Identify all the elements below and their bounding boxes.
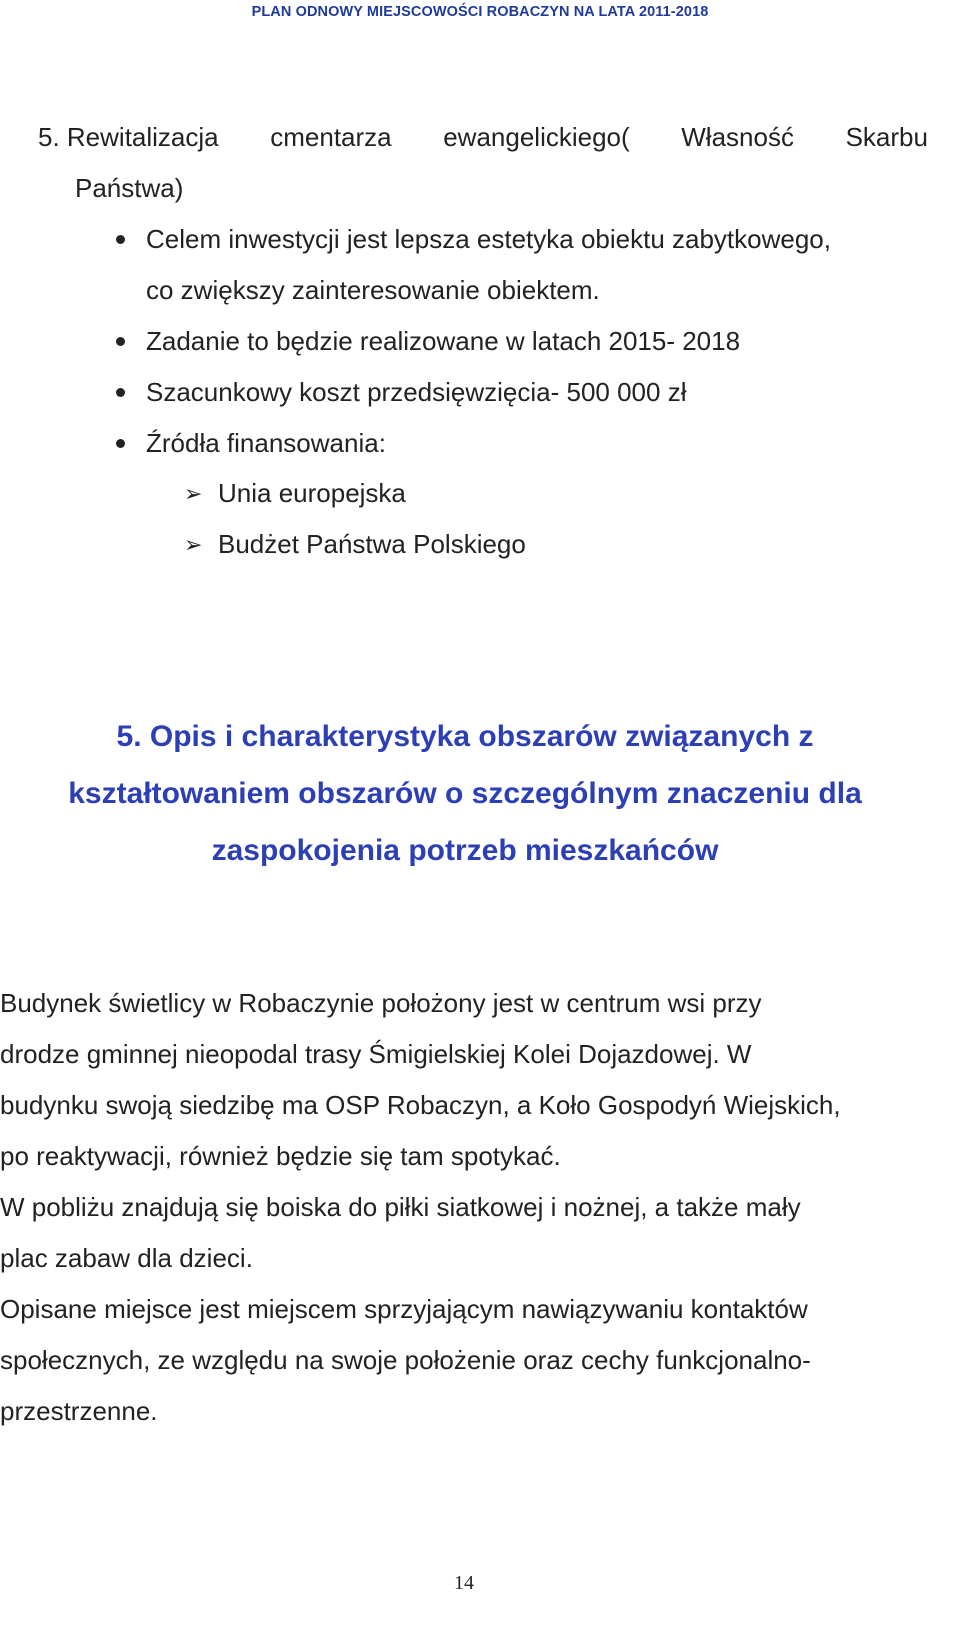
bullet-dot-icon (116, 337, 125, 346)
bullet-item (110, 418, 940, 469)
paragraph-line: Budynek świetlicy w Robaczynie położony jest w centrum wsi przy (0, 988, 762, 1018)
section-body (0, 978, 935, 1437)
bullet-dot-icon (116, 235, 125, 244)
paragraph-line: plac zabaw dla dzieci. (0, 1243, 253, 1273)
item-heading (38, 112, 928, 214)
bullet-list (110, 214, 940, 469)
paragraph-line: Opisane miejsce jest miejscem sprzyjającym nawiązywaniu kontaktów (0, 1294, 808, 1324)
paragraph-line: społecznych, ze względu na swoje położenie oraz cechy funkcjonalno- (0, 1345, 811, 1375)
section-heading (0, 708, 930, 879)
bullet-text-continuation: co zwiększy zainteresowanie obiektem. (146, 275, 600, 305)
paragraph-line: drodze gminnej nieopodal trasy Śmigielskiej Kolei Dojazdowej. W (0, 1039, 752, 1069)
bullet-item (110, 316, 940, 367)
page-number: 14 (454, 1572, 474, 1594)
funding-source-text: Budżet Państwa Polskiego (218, 529, 526, 559)
funding-source-item (182, 519, 846, 570)
bullet-text: Zadanie to będzie realizowane w latach 2015- 2018 (146, 326, 741, 356)
funding-source-text: Unia europejska (218, 478, 406, 508)
paragraph-line: przestrzenne. (0, 1396, 158, 1426)
heading-word: Własność (681, 122, 794, 152)
paragraph-line: W pobliżu znajdują się boiska do piłki siatkowej i nożnej, a także mały (0, 1192, 801, 1222)
section-heading-line: kształtowaniem obszarów o szczególnym znaczeniu dla (68, 777, 862, 810)
bullet-dot-icon (116, 388, 125, 397)
bullet-text: Szacunkowy koszt przedsięwzięcia- 500 000 zł (146, 377, 687, 407)
bullet-item (110, 214, 940, 316)
item-heading-line-1 (38, 112, 928, 163)
funding-source-item (182, 468, 846, 519)
arrow-bullet-icon: ➢ (184, 481, 203, 506)
arrow-bullet-icon: ➢ (184, 532, 203, 557)
bullet-text: Źródła finansowania: (146, 428, 386, 458)
item-heading-line-2: Państwa) (75, 173, 184, 203)
paragraph-line: po reaktywacji, również będzie się tam spotykać. (0, 1141, 561, 1171)
heading-word: cmentarza (270, 122, 392, 152)
heading-word: ewangelickiego( (443, 122, 630, 152)
running-header: PLAN ODNOWY MIEJSCOWOŚCI ROBACZYN NA LATA 2011-2018 (251, 4, 709, 20)
heading-word: Skarbu (845, 122, 928, 152)
funding-sources-list (146, 468, 846, 570)
section-heading-line: 5. Opis i charakterystyka obszarów związanych z (116, 720, 814, 753)
paragraph (0, 978, 935, 1182)
paragraph (0, 1182, 935, 1284)
bullet-dot-icon (116, 439, 125, 448)
bullet-item (110, 367, 940, 418)
section-heading-line: zaspokojenia potrzeb mieszkańców (211, 834, 719, 867)
bullet-text: Celem inwestycji jest lepsza estetyka obiektu zabytkowego, (146, 224, 831, 254)
heading-word: 5. Rewitalizacja (38, 122, 219, 152)
paragraph-line: budynku swoją siedzibę ma OSP Robaczyn, a Koło Gospodyń Wiejskich, (0, 1090, 841, 1120)
paragraph (0, 1284, 935, 1437)
